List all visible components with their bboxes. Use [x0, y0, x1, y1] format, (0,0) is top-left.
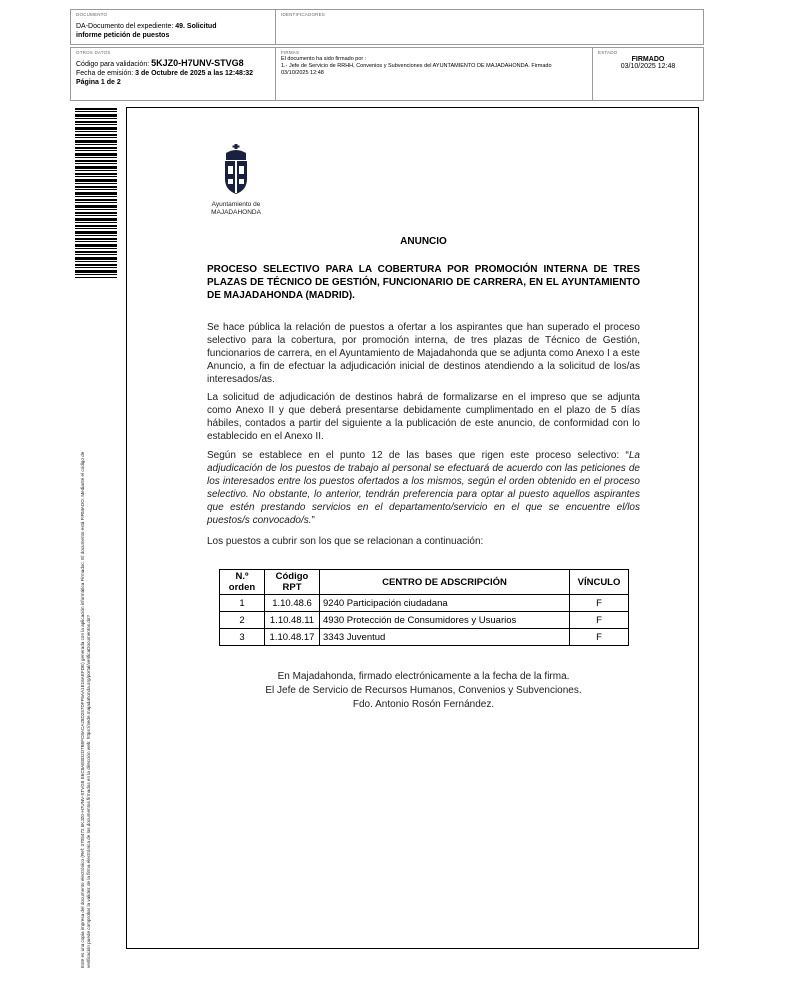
- cell-orden: 2: [220, 612, 265, 629]
- cell-orden: 1: [220, 595, 265, 612]
- paragraph-4: Los puestos a cubrir son los que se relacionan a continuación:: [207, 536, 484, 547]
- barcode-image: [75, 108, 117, 278]
- page-frame: [126, 107, 699, 949]
- cell-vinculo: F: [570, 629, 629, 646]
- table-row: [220, 629, 629, 646]
- cell-orden: 3: [220, 629, 265, 646]
- logo-line2: MAJADAHONDA: [211, 208, 261, 216]
- firmas-line1: El documento ha sido firmado por :: [281, 56, 367, 62]
- documento-box: [70, 9, 276, 45]
- side-verification-text: [80, 298, 92, 968]
- identificadores-box: [275, 9, 704, 45]
- signature-line2: El Jefe de Servicio de Recursos Humanos, Convenios y Subvenciones.: [265, 685, 582, 696]
- cell-centro: 4930 Protección de Consumidores y Usuarios: [320, 612, 570, 629]
- header-orden: N.º orden: [220, 570, 265, 595]
- coat-of-arms-icon: [219, 144, 253, 196]
- documento-line1: DA-Documento del expediente: 49. Solicitud: [76, 23, 217, 30]
- signature-block: [207, 670, 640, 712]
- table-header-row: [220, 570, 629, 595]
- municipal-logo: [196, 144, 276, 216]
- firmas-line3: 03/10/2025 12:48: [281, 70, 324, 76]
- paragraph-1: Se hace pública la relación de puestos a ofertar a los aspirantes que han superado el proceso selectivo para la cobertura, por promoción interna, de tres plazas de Técnico de Gestión, funcionarios de carrera, en el Ayuntamiento de Majadahonda que se adjunta como Anexo I a este Anuncio, a fin de efectuar la adjudicación inicial de destinos atendiendo a la solicitud de los/as interesados/as.: [207, 322, 640, 385]
- logo-line1: Ayuntamiento de: [211, 201, 261, 208]
- positions-table: [219, 569, 629, 646]
- signature-line1: En Majadahonda, firmado electrónicamente a la fecha de la firma.: [277, 671, 570, 682]
- document-subtitle: PROCESO SELECTIVO PARA LA COBERTURA POR PROMOCIÓN INTERNA DE TRES PLAZAS DE TÉCNICO DE GESTIÓN, FUNCIONARIO DE CARRERA, EN EL AYUNTAMIENTO DE MAJADAHONDA (MADRID).: [207, 264, 640, 301]
- estado-value: FIRMADO: [631, 56, 665, 63]
- paragraph-3-end: ”: [311, 515, 315, 526]
- fecha-emision: Fecha de emisión: 3 de Octubre de 2025 a las 12:48:32: [76, 70, 254, 77]
- cell-centro: 9240 Participación ciudadana: [320, 595, 570, 612]
- documento-label: DOCUMENTO: [76, 12, 108, 17]
- fecha-value: 3 de Octubre de 2025 a las 12:48:32: [135, 70, 254, 77]
- cell-codigo: 1.10.48.17: [265, 629, 320, 646]
- header-centro: CENTRO DE ADSCRIPCIÓN: [320, 570, 570, 595]
- estado-box: [592, 47, 704, 101]
- paragraph-3: [207, 449, 640, 527]
- header-codigo: Código RPT: [265, 570, 320, 595]
- codigo-validacion: Código para validación: 5KJZ0-H7UNV-STVG8: [76, 58, 244, 68]
- codigo-value[interactable]: 5KJZ0-H7UNV-STVG8: [151, 58, 244, 68]
- cell-vinculo: F: [570, 612, 629, 629]
- cell-vinculo: F: [570, 595, 629, 612]
- paragraph-3-quote: La adjudicación de los puestos de trabajo al personal se efectuará de acuerdo con las peticiones de los interesados entre los puestos ofertados a los mismos, según el orden obtenido en el proceso selectivo. No obstante, lo anterior, tendrán preferencia para optar al puesto aquellos aspirantes que estén prestando servicios en el departamento/servicio en el que se encuentre el/los puestos/s convocado/s.: [207, 450, 640, 526]
- pagina-indicator: Página 1 de 2: [76, 79, 121, 86]
- document-title: ANUNCIO: [400, 236, 447, 247]
- paragraph-3-plain: Según se establece en el punto 12 de las bases que rigen este proceso selectivo: “: [207, 450, 629, 461]
- table-row: [220, 595, 629, 612]
- cell-codigo: 1.10.48.6: [265, 595, 320, 612]
- otros-datos-box: [70, 47, 276, 101]
- signature-line3: Fdo. Antonio Rosón Fernández.: [352, 699, 495, 710]
- firmas-line2: 1.- Jefe de Servicio de RRHH, Convenios y Subvenciones del AYUNTAMIENTO DE MAJADAHONDA. Firmado: [281, 63, 552, 69]
- paragraph-2: La solicitud de adjudicación de destinos habrá de formalizarse en el impreso que se adjunta como Anexo II y que deberá presentarse debidamente cumplimentado en el plazo de 5 días hábiles, contados a partir del siguiente a la publicación de este anuncio, de conformidad con lo establecido en el Anexo II.: [207, 392, 640, 442]
- identificadores-label: IDENTIFICADORES: [281, 12, 326, 17]
- firmas-label: FIRMAS: [281, 50, 300, 55]
- cell-codigo: 1.10.48.11: [265, 612, 320, 629]
- side-text-line1: Este es una copia impresa del documento electrónico (Ref: 3705472 5KJZ0-H7UNV-STVG8 E6C8AE8D2D7B5FC8ACA28D257DFF5AA1E16AEFDE) generada con la aplicación informática Firmadoc. El documento está FIRMADO. Mediante el código de: [80, 451, 85, 968]
- estado-label: ESTADO: [598, 50, 618, 55]
- header-vinculo: VÍNCULO: [570, 570, 629, 595]
- table-row: [220, 612, 629, 629]
- documento-title: 49. Solicitud: [175, 23, 217, 30]
- estado-date: 03/10/2025 12:48: [620, 63, 676, 70]
- cell-centro: 3343 Juventud: [320, 629, 570, 646]
- firmas-box: [275, 47, 593, 101]
- side-text-line2: verificación puede comprobar la validez de la firma electrónica de los documentos firmados en la dirección web: https://sede.majadahonda.org/portal/verificaDocumentos.do?: [86, 615, 91, 968]
- otros-datos-label: OTROS DATOS: [76, 50, 111, 55]
- documento-line2: informe petición de puestos: [76, 32, 170, 39]
